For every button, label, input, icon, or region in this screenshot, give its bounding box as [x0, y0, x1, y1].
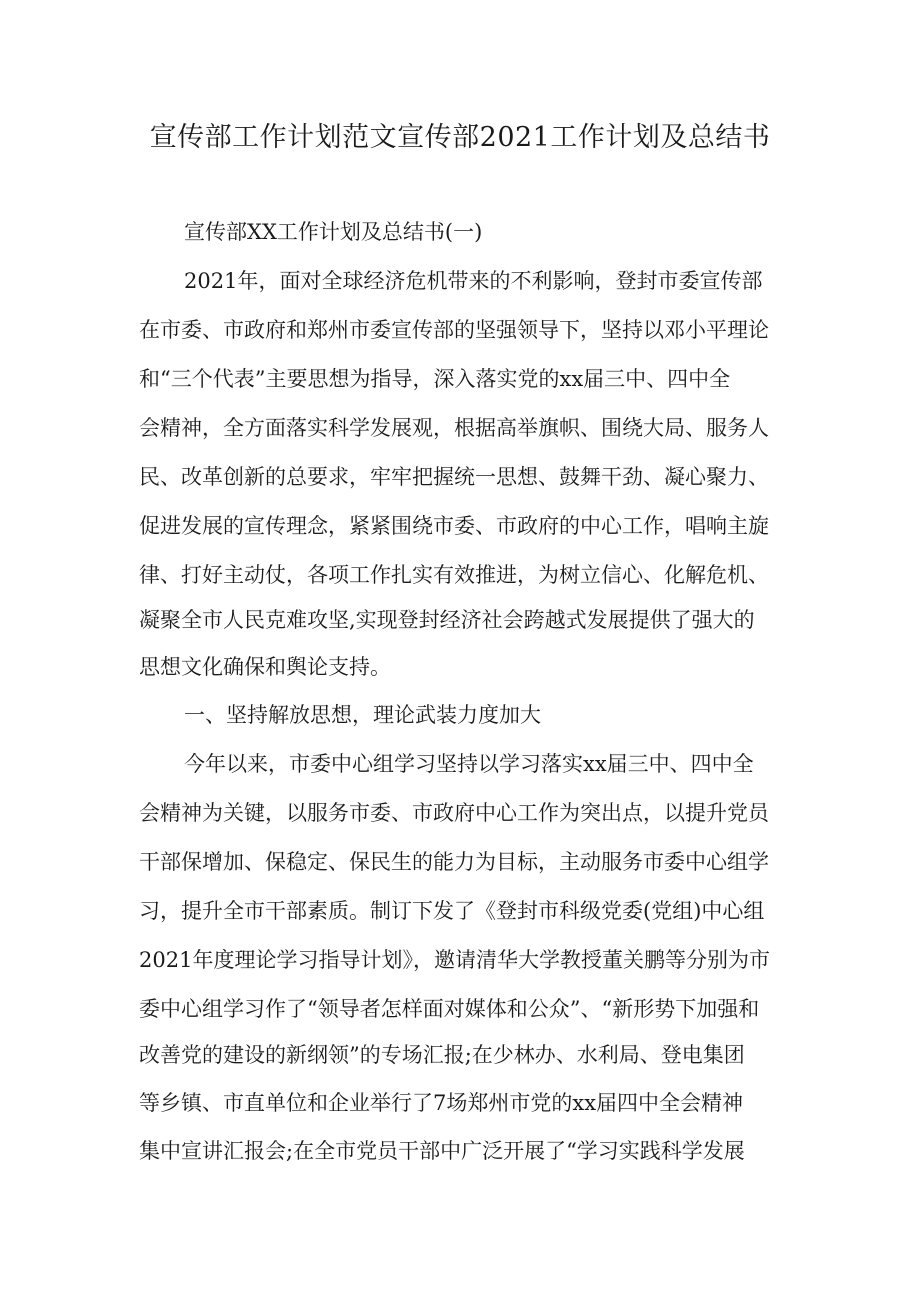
paragraph-line: 改善党的建设的新纲领”的专场汇报;在少林办、水利局、登电集团: [139, 1043, 745, 1067]
paragraph-line: 今年以来，市委中心组学习坚持以学习落实xx届三中、四中全: [184, 752, 754, 776]
paragraph-line: 会精神，全方面落实科学发展观，根据高举旗帜、围绕大局、服务人: [139, 416, 769, 440]
paragraph-line: 2021年度理论学习指导计划》，邀请清华大学教授董关鹏等分别为市: [139, 948, 770, 972]
paragraph-line: 和“三个代表”主要思想为指导，深入落实党的xx届三中、四中全: [139, 367, 731, 391]
paragraph-line: 在市委、市政府和郑州市委宣传部的坚强领导下，坚持以邓小平理论: [139, 318, 769, 342]
paragraph-line: 律、打好主动仗，各项工作扎实有效推进，为树立信心、化解危机、: [139, 563, 769, 587]
section-subtitle: 宣传部XX工作计划及总结书(一): [184, 220, 483, 244]
paragraph-line: 委中心组学习作了“领导者怎样面对媒体和公众”、“新形势下加强和: [139, 997, 760, 1021]
paragraph-line: 民、改革创新的总要求，牢牢把握统一思想、鼓舞干劲、凝心聚力、: [139, 465, 769, 489]
paragraph-line: 会精神为关键，以服务市委、市政府中心工作为突出点，以提升党员: [139, 801, 769, 825]
paragraph-line: 促进发展的宣传理念，紧紧围绕市委、市政府的中心工作，唱响主旋: [139, 514, 769, 538]
paragraph-line: 等乡镇、市直单位和企业举行了7场郑州市党的xx届四中全会精神: [139, 1091, 744, 1115]
section-heading: 一、坚持解放思想，理论武装力度加大: [184, 703, 541, 727]
paragraph-line: 2021年，面对全球经济危机带来的不利影响，登封市委宣传部: [184, 269, 763, 293]
paragraph-line: 习，提升全市干部素质。制订下发了《登封市科级党委(党组)中心组: [139, 899, 765, 923]
paragraph-line: 集中宣讲汇报会;在全市党员干部中广泛开展了“学习实践科学发展: [139, 1139, 745, 1163]
paragraph-line: 思想文化确保和舆论支持。: [139, 655, 391, 679]
document-title: 宣传部工作计划范文宣传部2021工作计划及总结书: [149, 122, 771, 153]
paragraph-line: 凝聚全市人民克难攻坚,实现登封经济社会跨越式发展提供了强大的: [139, 608, 755, 632]
paragraph-line: 干部保增加、保稳定、保民生的能力为目标，主动服务市委中心组学: [139, 850, 769, 874]
